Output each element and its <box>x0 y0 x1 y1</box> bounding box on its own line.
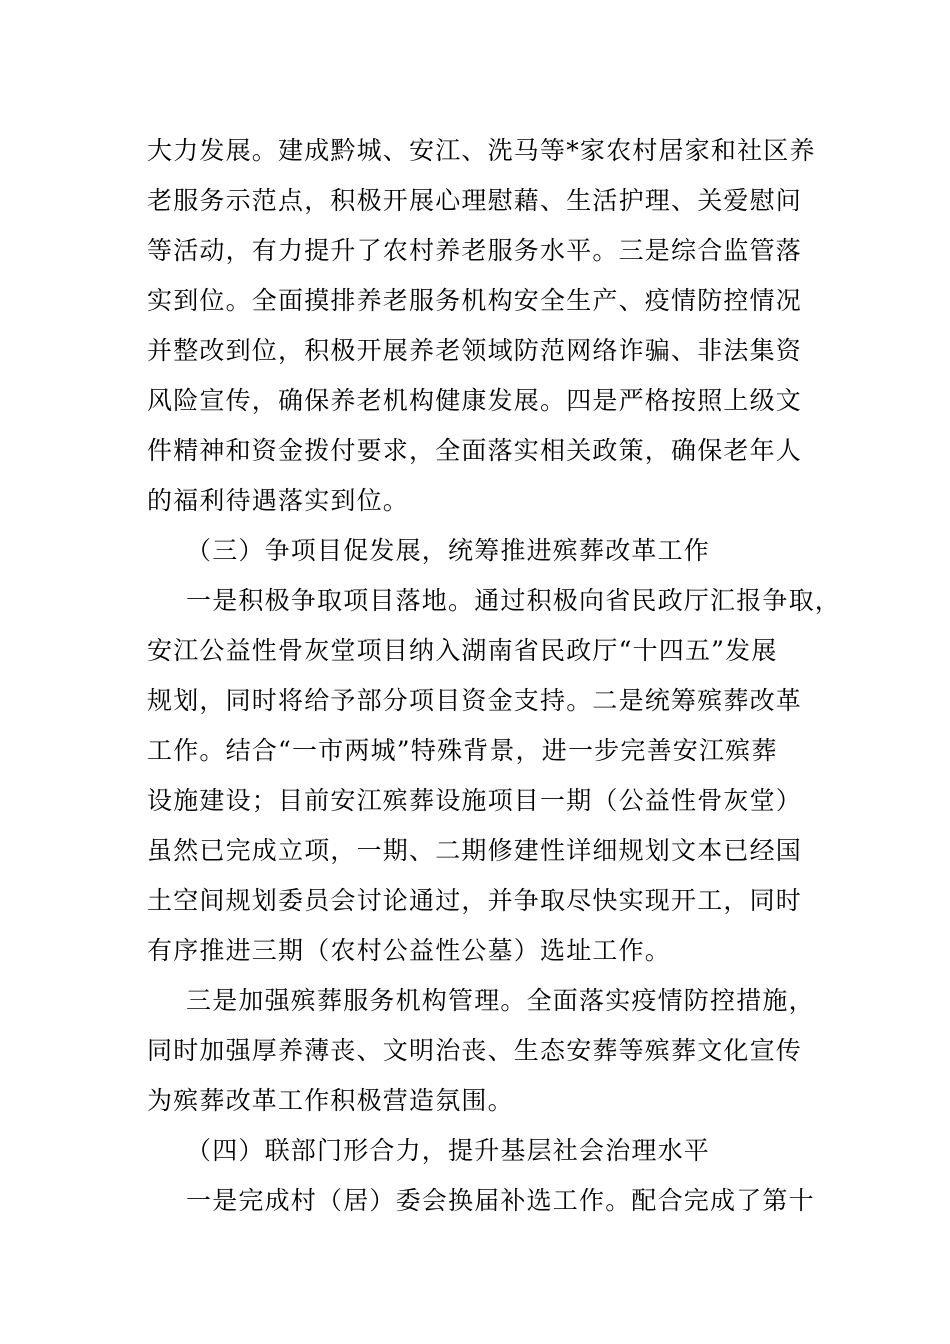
section-heading: （三）争项目促发展，统筹推进殡葬改革工作 <box>186 536 711 565</box>
body-text-line: 规划，同时将给予部分项目资金支持。二是统筹殡葬改革 <box>147 686 803 715</box>
body-text-line: 土空间规划委员会讨论通过，并争取尽快实现开工，同时 <box>147 886 803 915</box>
body-text-line: 为殡葬改革工作积极营造氛围。 <box>147 1086 514 1115</box>
body-text-line: 一是完成村（居）委会换届补选工作。配合完成了第十 <box>186 1186 815 1215</box>
body-text-line: 大力发展。建成黔城、安江、洗马等*家农村居家和社区养 <box>147 136 816 165</box>
body-text-line: 虽然已完成立项，一期、二期修建性详细规划文本已经国 <box>147 836 803 865</box>
body-text-line: 工作。结合“一市两城”特殊背景，进一步完善安江殡葬 <box>147 736 778 765</box>
body-text-line: 三是加强殡葬服务机构管理。全面落实疫情防控措施， <box>186 986 815 1015</box>
body-text-line: 的福利待遇落实到位。 <box>147 486 410 515</box>
body-text-line: 有序推进三期（农村公益性公墓）选址工作。 <box>147 936 672 965</box>
body-text-line: 件精神和资金拨付要求，全面落实相关政策，确保老年人 <box>147 436 803 465</box>
body-text-line: 老服务示范点，积极开展心理慰藉、生活护理、关爱慰问 <box>147 186 803 215</box>
body-text-line: 并整改到位，积极开展养老领域防范网络诈骗、非法集资 <box>147 336 803 365</box>
body-text-line: 风险宣传，确保养老机构健康发展。四是严格按照上级文 <box>147 386 803 415</box>
body-text-line: 安江公益性骨灰堂项目纳入湖南省民政厅“十四五”发展 <box>147 636 778 665</box>
body-text-line: 一是积极争取项目落地。通过积极向省民政厅汇报争取， <box>186 586 842 615</box>
body-text-line: 同时加强厚养薄丧、文明治丧、生态安葬等殡葬文化宣传 <box>147 1036 803 1065</box>
body-text-line: 实到位。全面摸排养老服务机构安全生产、疫情防控情况 <box>147 286 803 315</box>
body-text-line: 等活动，有力提升了农村养老服务水平。三是综合监管落 <box>147 236 803 265</box>
body-text-line: 设施建设；目前安江殡葬设施项目一期（公益性骨灰堂） <box>147 786 803 815</box>
section-heading: （四）联部门形合力，提升基层社会治理水平 <box>186 1136 711 1165</box>
